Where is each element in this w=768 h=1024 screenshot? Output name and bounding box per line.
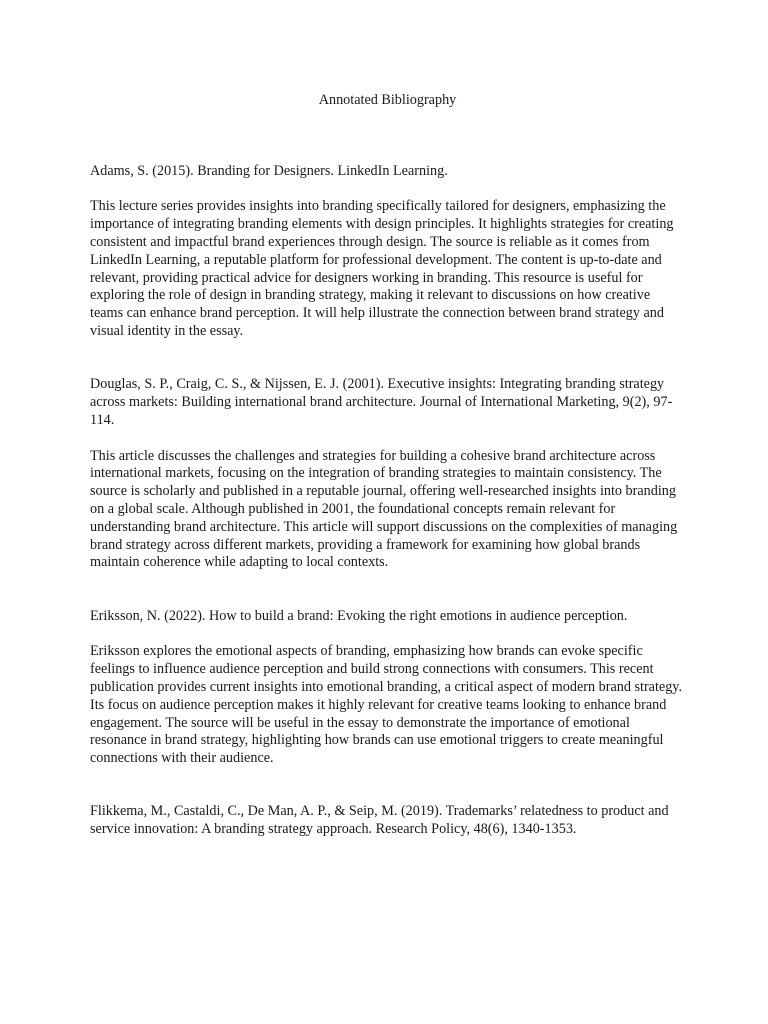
entry-annotation: This article discusses the challenges and strategies for building a cohesive brand architecture across international markets, focusing on the integration of branding strategies to maintain consistency. The source is scholarly and published in a reputable journal, offering well-researched insights into branding on a global scale. Although published in 2001, the foundational concepts remain relevant for understanding brand architecture. This article will support discussions on the complexities of managing brand strategy across different markets, providing a framework for examining how global brands maintain coherence while adapting to local contexts. bbox=[90, 447, 678, 571]
bibliography-entry-flikkema bbox=[90, 803, 685, 839]
entry-annotation: Eriksson explores the emotional aspects of branding, emphasizing how brands can evoke specific feelings to influence audience perception and build strong connections with consumers. This recent publication provides current insights into emotional branding, a critical aspect of modern brand strategy. Its focus on audience perception makes it highly relevant for creative teams looking to enhance brand engagement. The source will be useful in the essay to demonstrate the importance of emotional resonance in brand strategy, highlighting how brands can use emotional triggers to create meaningful connections with their audience. bbox=[90, 643, 683, 767]
document-page bbox=[90, 92, 685, 857]
bibliography-entry-adams bbox=[90, 163, 685, 341]
entry-citation: Adams, S. (2015). Branding for Designers. LinkedIn Learning. bbox=[90, 162, 448, 179]
entry-citation: Douglas, S. P., Craig, C. S., & Nijssen, E. J. (2001). Executive insights: Integrating branding strategy across markets: Building international brand architecture. Journal of International Marketing, 9(2), 97-114. bbox=[90, 376, 673, 428]
document-title: Annotated Bibliography bbox=[318, 92, 457, 108]
bibliography-entry-douglas bbox=[90, 376, 685, 572]
entry-annotation: This lecture series provides insights into branding specifically tailored for designers, emphasizing the importance of integrating branding elements with design principles. It highlights strategies for creating consistent and impactful brand experiences through design. The source is reliable as it comes from LinkedIn Learning, a reputable platform for professional development. The content is up-to-date and relevant, providing practical advice for designers working in branding. This resource is useful for exploring the role of design in branding strategy, making it relevant to discussions on how creative teams can enhance brand perception. It will help illustrate the connection between brand strategy and visual identity in the essay. bbox=[90, 198, 674, 339]
entry-citation: Eriksson, N. (2022). How to build a brand: Evoking the right emotions in audience perception. bbox=[90, 607, 628, 624]
bibliography-entry-eriksson bbox=[90, 608, 685, 768]
entry-citation: Flikkema, M., Castaldi, C., De Man, A. P., & Seip, M. (2019). Trademarks’ relatedness to product and service innovation: A branding strategy approach. Research Policy, 48(6), 1340-1353. bbox=[90, 803, 669, 838]
